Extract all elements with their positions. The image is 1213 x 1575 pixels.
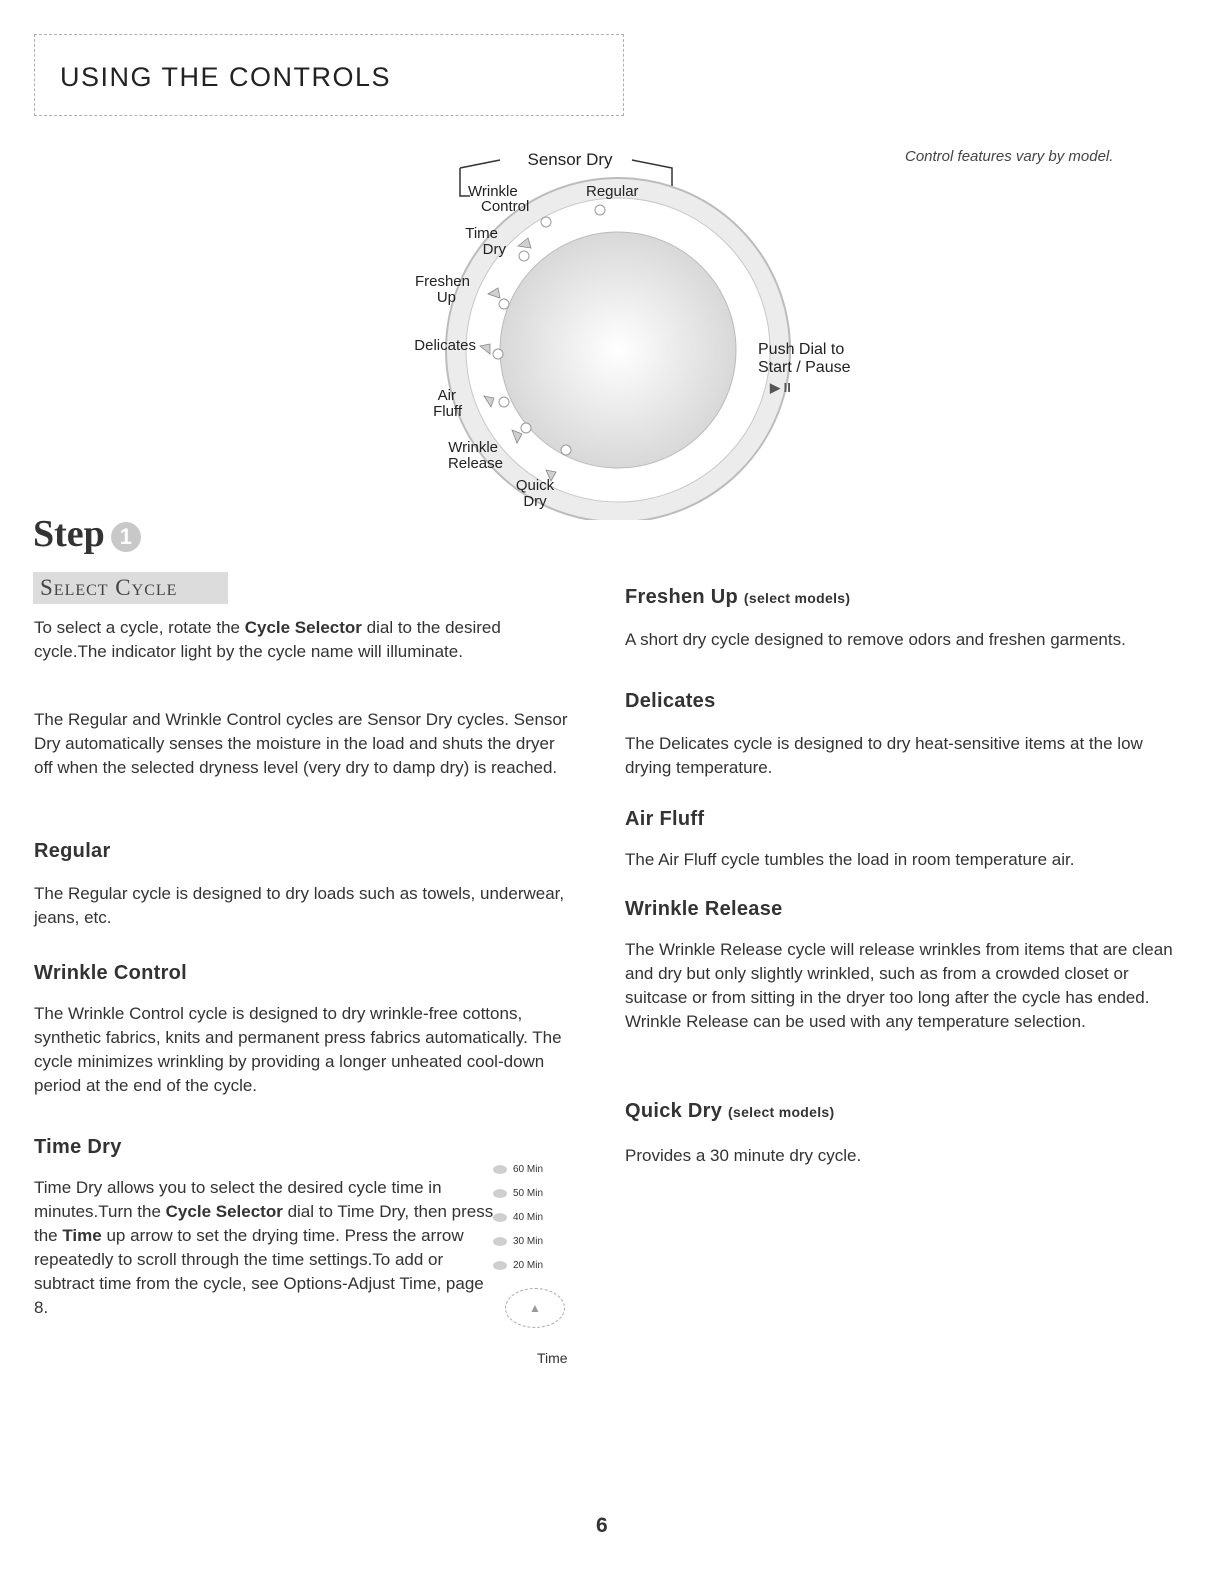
freshen-up-heading: Freshen Up (select models)	[625, 586, 851, 608]
step-number-badge: 1	[111, 522, 141, 552]
step-label: Step	[33, 513, 105, 555]
regular-paragraph: The Regular cycle is designed to dry loads such as towels, underwear, jeans, etc.	[34, 884, 565, 927]
indicator-light-icon	[493, 1213, 507, 1222]
section-title: Select Cycle	[40, 575, 178, 600]
label-fluff: Fluff	[433, 403, 462, 420]
air-fluff-heading: Air Fluff	[625, 808, 705, 830]
time-option-50: 50 Min	[493, 1188, 543, 1204]
page-number: 6	[596, 1514, 608, 1537]
label-start-pause: Start / Pause	[758, 359, 851, 376]
indicator-light-icon	[493, 1189, 507, 1198]
label-up: Up	[436, 289, 456, 306]
label-control: Control	[481, 198, 530, 215]
label-quick-dry: Dry	[523, 493, 547, 510]
label-push-dial: Push Dial to	[758, 341, 845, 358]
label-delicates: Delicates	[414, 337, 476, 354]
label-freshen: Freshen	[414, 273, 470, 290]
delicates-heading: Delicates	[625, 690, 716, 712]
time-option-20: 20 Min	[493, 1260, 543, 1276]
delicates-paragraph: The Delicates cycle is designed to dry heat-sensitive items at the low drying temperature.	[625, 734, 1143, 777]
label-sensor-dry: Sensor Dry	[527, 150, 613, 169]
time-up-arrow-button[interactable]	[505, 1288, 565, 1328]
quick-dry-heading: Quick Dry (select models)	[625, 1100, 835, 1122]
intro-paragraph: To select a cycle, rotate the Cycle Selector dial to the desired cycle.The indicator light by the cycle name will illuminate.	[34, 618, 501, 661]
air-fluff-paragraph: The Air Fluff cycle tumbles the load in room temperature air.	[625, 850, 1075, 869]
label-wrinkle: Wrinkle	[468, 183, 518, 200]
label-wrinkle-release-1: Wrinkle	[448, 439, 498, 456]
label-time-dry: Dry	[482, 241, 506, 258]
label-regular: Regular	[586, 183, 639, 200]
time-option-60: 60 Min	[493, 1164, 543, 1180]
label-wrinkle-release-2: Release	[447, 455, 503, 472]
indicator-light-icon	[493, 1261, 507, 1270]
time-dry-paragraph: Time Dry allows you to select the desired cycle time in minutes.Turn the Cycle Selector dial to Time Dry, then press the Time up arrow to set the drying time. Press the arrow repeatedly to scroll through the time settings.To add or subtract time from the cycle, see Options-Adjust Time, page 8.	[34, 1178, 494, 1317]
quick-dry-paragraph: Provides a 30 minute dry cycle.	[625, 1146, 862, 1165]
dial-knob	[500, 232, 736, 468]
time-option-40: 40 Min	[493, 1212, 543, 1228]
wrinkle-release-heading: Wrinkle Release	[625, 898, 783, 920]
step-heading	[33, 512, 141, 556]
time-button-label: Time	[537, 1350, 568, 1366]
indicator-light-icon	[493, 1165, 507, 1174]
cycle-selector-dial-diagram	[380, 140, 900, 520]
time-dry-heading: Time Dry	[34, 1136, 122, 1158]
freshen-up-paragraph: A short dry cycle designed to remove odors and freshen garments.	[625, 630, 1126, 649]
wrinkle-control-heading: Wrinkle Control	[34, 962, 188, 984]
wrinkle-control-paragraph: The Wrinkle Control cycle is designed to dry wrinkle-free cottons, synthetic fabrics, knits and permanent press fabrics automatically. The cycle minimizes wrinkling by providing a longer unheated cool-down period at the end of the cycle.	[34, 1004, 562, 1095]
arrow-up-icon: ▲	[529, 1301, 541, 1315]
play-pause-icon: ▶ II	[770, 380, 791, 395]
label-quick: Quick	[515, 477, 555, 494]
regular-heading: Regular	[34, 840, 111, 862]
label-time: Time	[465, 225, 498, 242]
wrinkle-release-paragraph: The Wrinkle Release cycle will release wrinkles from items that are clean and dry but only slightly wrinkled, such as from a crowded closet or suitcase or from sitting in the dryer too long after the cycle has ended. Wrinkle Release can be used with any temperature selection.	[625, 940, 1173, 1031]
indicator-light-icon	[493, 1237, 507, 1246]
label-air: Air	[437, 387, 456, 404]
sensor-dry-paragraph: The Regular and Wrinkle Control cycles are Sensor Dry cycles. Sensor Dry automatically senses the moisture in the load and shuts the dryer off when the selected dryness level (very dry to damp dry) is reached.	[34, 710, 568, 777]
page-title: USING THE CONTROLS	[60, 62, 392, 92]
model-note: Control features vary by model.	[905, 148, 1114, 165]
time-option-30: 30 Min	[493, 1236, 543, 1252]
time-option-panel	[493, 1160, 613, 1380]
